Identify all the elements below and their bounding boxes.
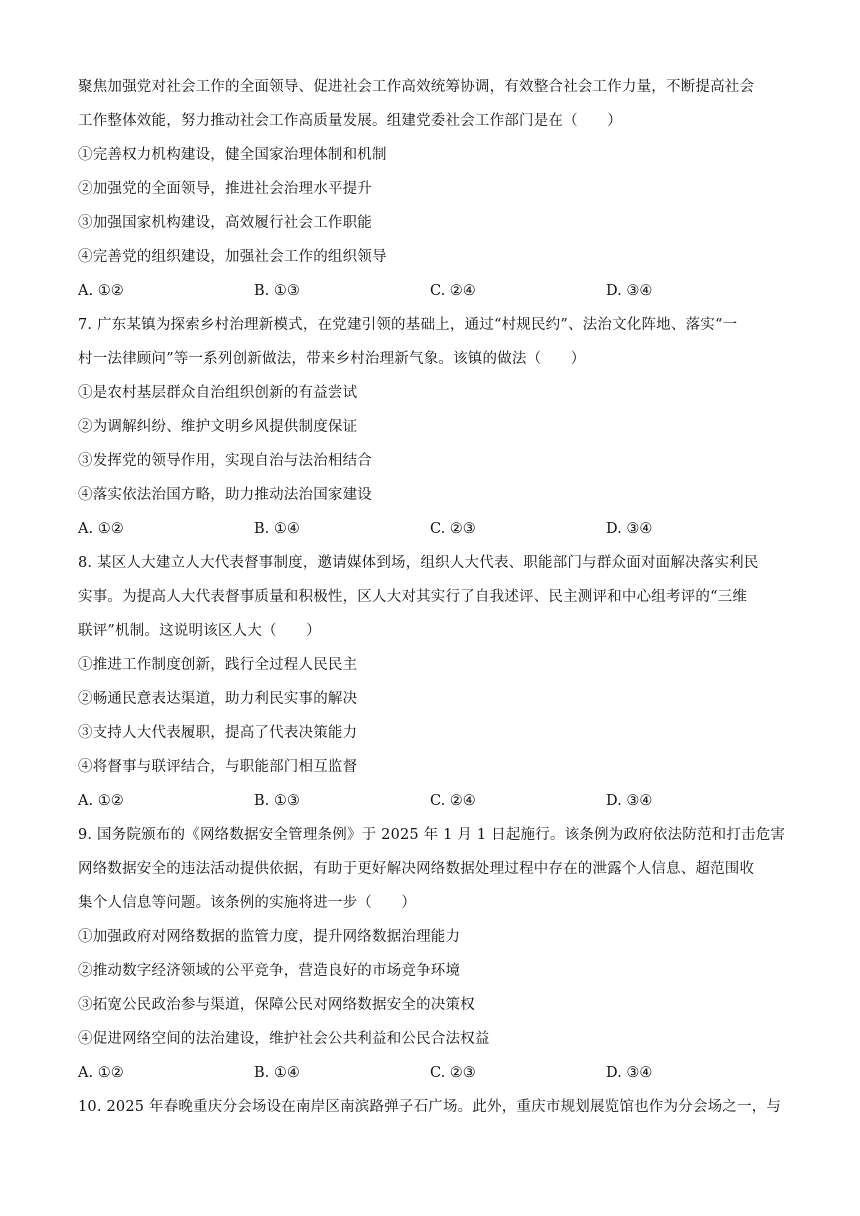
- question-stem-line: 7. 广东某镇为探索乡村治理新模式，在党建引领的基础上，通过“村规民约”、法治文化阵地、落实“一: [78, 317, 738, 333]
- option-c: C. ②③: [430, 521, 476, 537]
- statement-item: ①是农村基层群众自治组织创新的有益尝试: [78, 385, 358, 401]
- option-d: D. ③④: [606, 793, 653, 809]
- statement-item: ④完善党的组织建设，加强社会工作的组织领导: [78, 249, 387, 265]
- statement-item: ②为调解纠纷、维护文明乡风提供制度保证: [78, 419, 358, 435]
- question-10: [78, 1090, 790, 1124]
- question-stem-line: 网络数据安全的违法活动提供依据，有助于更好解决网络数据处理过程中存在的泄露个人信息、超范围收: [78, 861, 755, 877]
- statement-item: ③发挥党的领导作用，实现自治与法治相结合: [78, 453, 372, 469]
- question-stem-line: 工作整体效能，努力推动社会工作高质量发展。组建党委社会工作部门是在（ ）: [78, 113, 622, 129]
- option-b: B. ①③: [254, 283, 300, 299]
- statement-item: ②推动数字经济领域的公平竞争，营造良好的市场竞争环境: [78, 963, 461, 979]
- option-c: C. ②③: [430, 1065, 476, 1081]
- answer-options: [78, 512, 790, 546]
- option-a: A. ①②: [78, 1065, 124, 1081]
- answer-options: [78, 274, 790, 308]
- option-d: D. ③④: [606, 521, 653, 537]
- option-d: D. ③④: [606, 283, 653, 299]
- question-stem-line: 实事。为提高人大代表督事质量和积极性，区人大对其实行了自我述评、民主测评和中心组考评的“三维: [78, 589, 748, 605]
- statement-item: ④将督事与联评结合，与职能部门相互监督: [78, 759, 358, 775]
- option-a: A. ①②: [78, 283, 124, 299]
- option-b: B. ①④: [254, 521, 300, 537]
- statement-item: ③拓宽公民政治参与渠道，保障公民对网络数据安全的决策权: [78, 997, 475, 1013]
- statement-item: ①推进工作制度创新，践行全过程人民民主: [78, 657, 358, 673]
- option-d: D. ③④: [606, 1065, 653, 1081]
- statement-item: ③加强国家机构建设，高效履行社会工作职能: [78, 215, 372, 231]
- statement-item: ④落实依法治国方略，助力推动法治国家建设: [78, 487, 372, 503]
- question-stem-line: 8. 某区人大建立人大代表督事制度，邀请媒体到场，组织人大代表、职能部门与群众面对面解决落实利民: [78, 555, 759, 571]
- statement-item: ④促进网络空间的法治建设，维护社会公共利益和公民合法权益: [78, 1031, 490, 1047]
- question-6: [78, 70, 790, 308]
- option-a: A. ①②: [78, 793, 124, 809]
- question-stem-line: 村一法律顾问”等一系列创新做法，带来乡村治理新气象。该镇的做法（ ）: [78, 351, 586, 367]
- option-c: C. ②④: [430, 283, 476, 299]
- option-b: B. ①④: [254, 1065, 300, 1081]
- statement-item: ①加强政府对网络数据的监管力度，提升网络数据治理能力: [78, 929, 461, 945]
- question-8: [78, 546, 790, 818]
- question-stem-line: 9. 国务院颁布的《网络数据安全管理条例》于 2025 年 1 月 1 日起施行。该条例为政府依法防范和打击危害: [78, 827, 786, 843]
- question-stem-line: 集个人信息等问题。该条例的实施将进一步（ ）: [78, 895, 417, 911]
- option-a: A. ①②: [78, 521, 124, 537]
- question-9: [78, 818, 790, 1090]
- exam-page: [78, 70, 790, 1124]
- answer-options: [78, 1056, 790, 1090]
- option-b: B. ①③: [254, 793, 300, 809]
- statement-item: ③支持人大代表履职，提高了代表决策能力: [78, 725, 358, 741]
- question-stem-line: 联评”机制。这说明该区人大（ ）: [78, 623, 321, 639]
- statement-item: ②加强党的全面领导，推进社会治理水平提升: [78, 181, 372, 197]
- statement-item: ①完善权力机构建设，健全国家治理体制和机制: [78, 147, 387, 163]
- question-stem-line: 10. 2025 年春晚重庆分会场设在南岸区南滨路弹子石广场。此外，重庆市规划展览馆也作为分会场之一，与: [78, 1099, 782, 1115]
- answer-options: [78, 784, 790, 818]
- question-7: [78, 308, 790, 546]
- question-stem-line: 聚焦加强党对社会工作的全面领导、促进社会工作高效统筹协调，有效整合社会工作力量，不断提高社会: [78, 79, 755, 95]
- statement-item: ②畅通民意表达渠道，助力利民实事的解决: [78, 691, 358, 707]
- option-c: C. ②④: [430, 793, 476, 809]
